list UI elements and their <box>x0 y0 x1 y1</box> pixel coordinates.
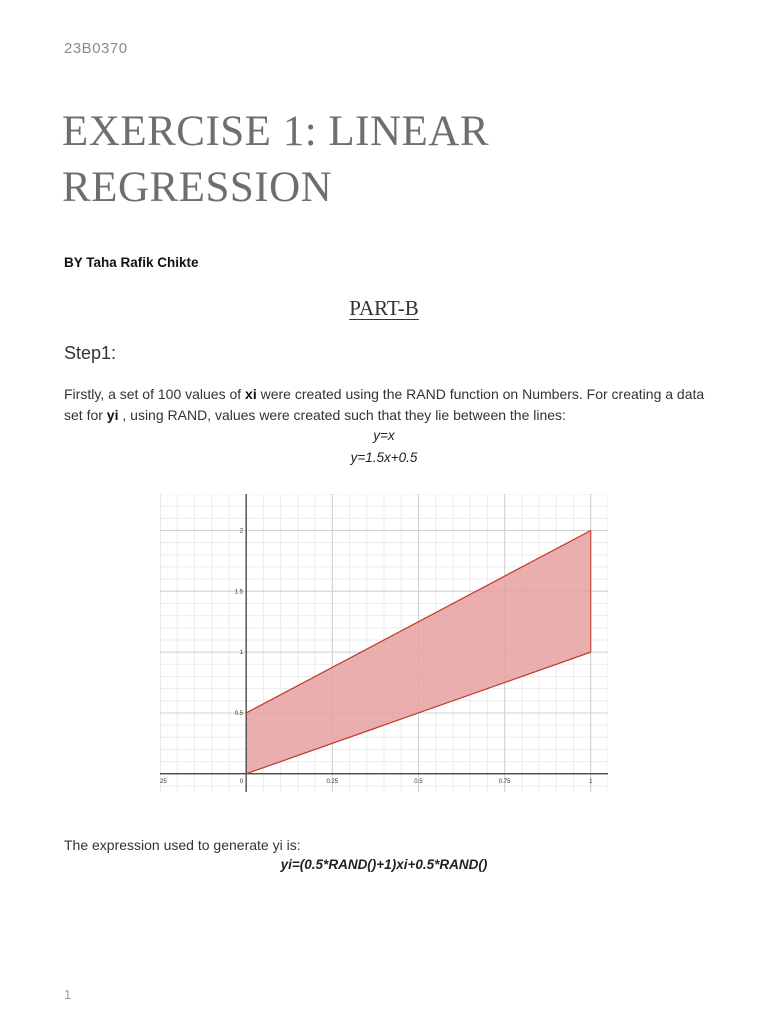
y-tick-label: 2 <box>239 528 244 535</box>
para-bold-yi: yi <box>106 407 119 423</box>
equation-lower-bound: y=x <box>373 428 395 443</box>
expression-intro: The expression used to generate yi is: <box>64 837 301 853</box>
page-title <box>62 104 702 216</box>
document-code: 23B0370 <box>64 40 128 57</box>
description-paragraph <box>64 384 714 426</box>
author-line: BY Taha Rafik Chikte <box>64 255 199 270</box>
para-text-2: were created using the RAND function on Numbers. For creating a data set for <box>64 386 705 423</box>
x-tick-label: 1 <box>589 778 593 785</box>
x-tick-label: 0 <box>239 778 244 785</box>
equation-upper-bound: y=1.5x+0.5 <box>350 450 418 465</box>
expression-formula: yi=(0.5*RAND()+1)xi+0.5*RAND() <box>280 857 488 872</box>
y-tick-label: 1.5 <box>234 589 244 596</box>
title-line-1: EXERCISE 1: LINEAR <box>62 108 490 155</box>
part-heading: PART-B <box>349 296 419 320</box>
step-heading: Step1: <box>64 343 117 363</box>
para-text-1: Firstly, a set of 100 values of <box>64 386 246 402</box>
y-tick-label: 0.5 <box>234 710 244 717</box>
title-line-2: REGRESSION <box>62 164 333 211</box>
y-tick-label: 1 <box>239 650 244 657</box>
para-text-3: , using RAND, values were created such that they lie between the lines: <box>118 407 566 423</box>
x-tick-label: 0.75 <box>498 778 511 785</box>
bounds-chart <box>160 494 608 792</box>
x-tick-label: 25 <box>160 778 167 785</box>
x-tick-label: 0.25 <box>326 778 339 785</box>
para-bold-xi: xi <box>245 386 257 402</box>
x-tick-label: 0.5 <box>414 778 423 785</box>
page-number: 1 <box>64 987 72 1002</box>
